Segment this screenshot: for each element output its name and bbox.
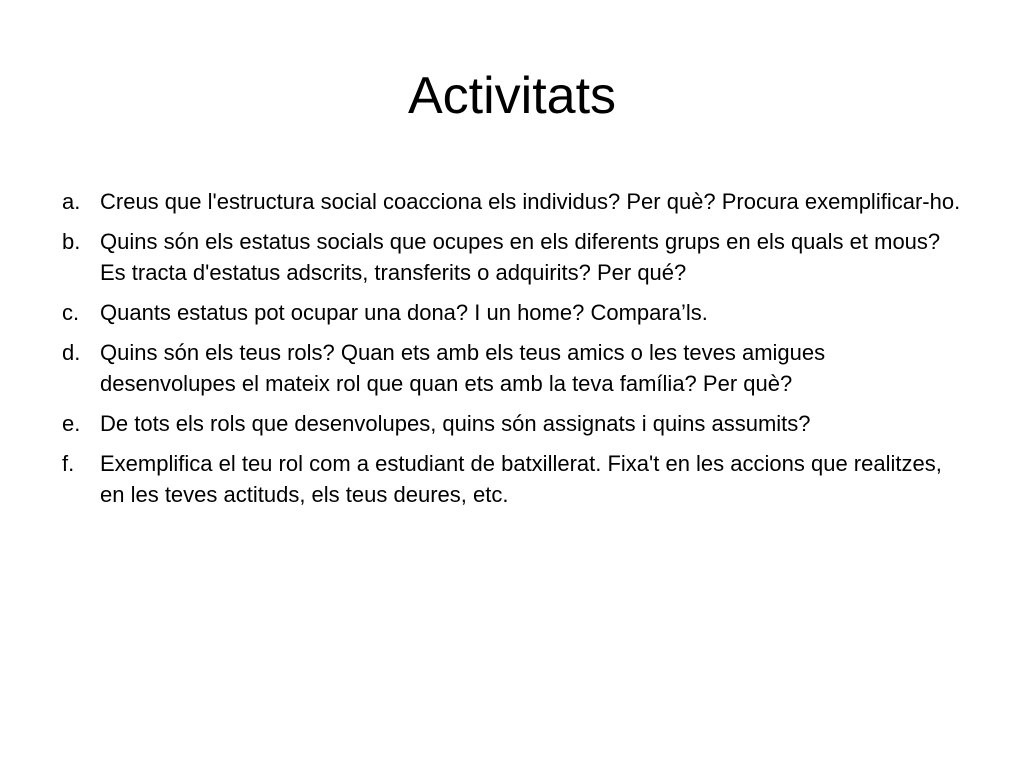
activity-marker: c. (62, 300, 80, 325)
activity-marker: a. (62, 189, 81, 214)
activity-list (62, 186, 962, 519)
activity-item-b (62, 226, 962, 288)
activity-text: Quants estatus pot ocupar una dona? I un home? Compara’ls. (100, 300, 708, 325)
activity-text: Creus que l'estructura social coacciona els individus? Per què? Procura exemplificar-ho. (100, 189, 961, 214)
activity-text: Quins són els estatus socials que ocupes en els diferents grups en els quals et mous? Es tracta d'estatus adscrits, transferits o adquirits? Per qué? (100, 229, 941, 285)
slide-title: Activitats (407, 67, 617, 125)
activity-marker: d. (62, 340, 81, 365)
activity-text: De tots els rols que desenvolupes, quins són assignats i quins assumits? (100, 411, 811, 436)
activity-marker: b. (62, 229, 81, 254)
activity-marker: f. (62, 451, 75, 476)
activity-item-f (62, 448, 962, 510)
activity-marker: e. (62, 411, 81, 436)
activity-item-a (62, 186, 962, 217)
activity-item-e (62, 408, 962, 439)
activity-item-d (62, 337, 962, 399)
activity-text: Exemplifica el teu rol com a estudiant de batxillerat. Fixa't en les accions que realitzes, en les teves actituds, els teus deures, etc. (100, 451, 942, 507)
activity-item-c (62, 297, 962, 328)
activity-text: Quins són els teus rols? Quan ets amb els teus amics o les teves amigues desenvolupes el mateix rol que quan ets amb la teva família? Per què? (100, 340, 826, 396)
